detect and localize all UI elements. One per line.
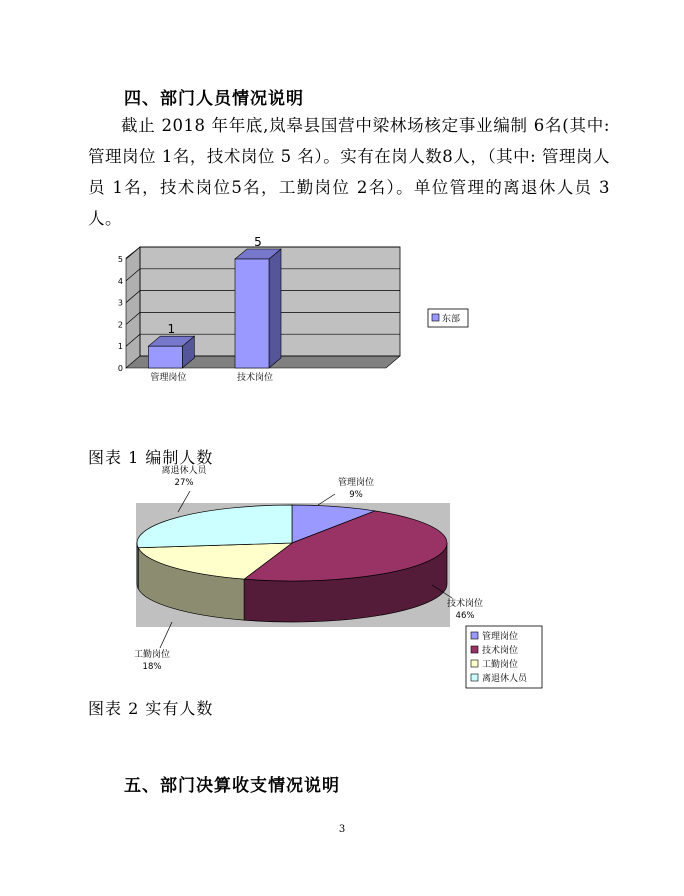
bar-chart-side-wall <box>126 247 140 368</box>
pie-legend-swatch <box>471 660 478 667</box>
pie-slice-label: 工勤岗位 <box>133 650 171 660</box>
bar-data-label: 5 <box>254 235 262 249</box>
bar <box>148 346 182 368</box>
pie-slice-percent: 9% <box>349 490 363 500</box>
bar-x-axis <box>150 371 273 383</box>
figure1-caption: 图表 1 编制人数 <box>88 448 214 467</box>
bar-y-axis <box>118 255 123 373</box>
personnel-paragraph: 截止 2018 年年底,岚皋县国营中梁林场核定事业编制 6名(其中: 管理岗位 1名，技术岗位 5 名）。实有在岗人数8人，（其中: 管理岗人员 1名，技术岗位5名，工勤岗位 2名）。单位管理的离退休人员 3人。 <box>88 116 610 228</box>
bar-y-tick-label: 2 <box>117 320 123 330</box>
pie-legend-label: 技术岗位 <box>482 646 519 656</box>
bar-legend <box>428 309 468 327</box>
pie-legend-swatch <box>471 674 478 681</box>
bar-data-label: 1 <box>167 322 176 337</box>
figure2-caption: 图表 2 实有人数 <box>88 699 214 718</box>
pie-legend-label: 离退休人员 <box>482 674 528 684</box>
bar-x-tick-label: 管理岗位 <box>150 373 187 383</box>
pie-chart <box>134 464 542 688</box>
pie-legend <box>466 626 542 688</box>
bar-legend-label: 东部 <box>442 314 461 325</box>
bar-y-tick-label: 1 <box>117 342 123 352</box>
bar-y-tick-label: 4 <box>117 276 123 286</box>
page-number: 3 <box>338 824 346 835</box>
pie-slice-label: 技术岗位 <box>446 599 484 609</box>
pie-slice-label: 管理岗位 <box>337 478 375 488</box>
pie-legend-swatch <box>471 646 478 653</box>
bar-y-tick-label: 5 <box>117 255 123 264</box>
bar <box>235 259 269 368</box>
bar-legend-swatch <box>432 314 439 321</box>
bar-y-tick-label: 3 <box>117 298 123 308</box>
pie-slice-percent: 18% <box>142 662 162 672</box>
pie-legend-swatch <box>471 632 478 639</box>
bar-x-tick-label: 技术岗位 <box>236 373 274 383</box>
pie-slice-side <box>137 543 138 589</box>
bar-y-tick-label: 0 <box>117 364 123 373</box>
pie-legend-label: 管理岗位 <box>482 632 519 642</box>
pie-slices <box>137 505 447 581</box>
pie-slice-percent: 27% <box>174 478 194 488</box>
pie-slice-label: 离退休人员 <box>161 466 207 476</box>
bar-chart <box>118 235 468 383</box>
bar-side <box>269 249 281 368</box>
pie-legend-label: 工勤岗位 <box>482 660 519 670</box>
section-heading-personnel: 四、部门人员情况说明 <box>124 89 304 109</box>
pie-slice-percent: 46% <box>455 611 475 621</box>
section-heading-finance: 五、部门决算收支情况说明 <box>124 776 340 796</box>
